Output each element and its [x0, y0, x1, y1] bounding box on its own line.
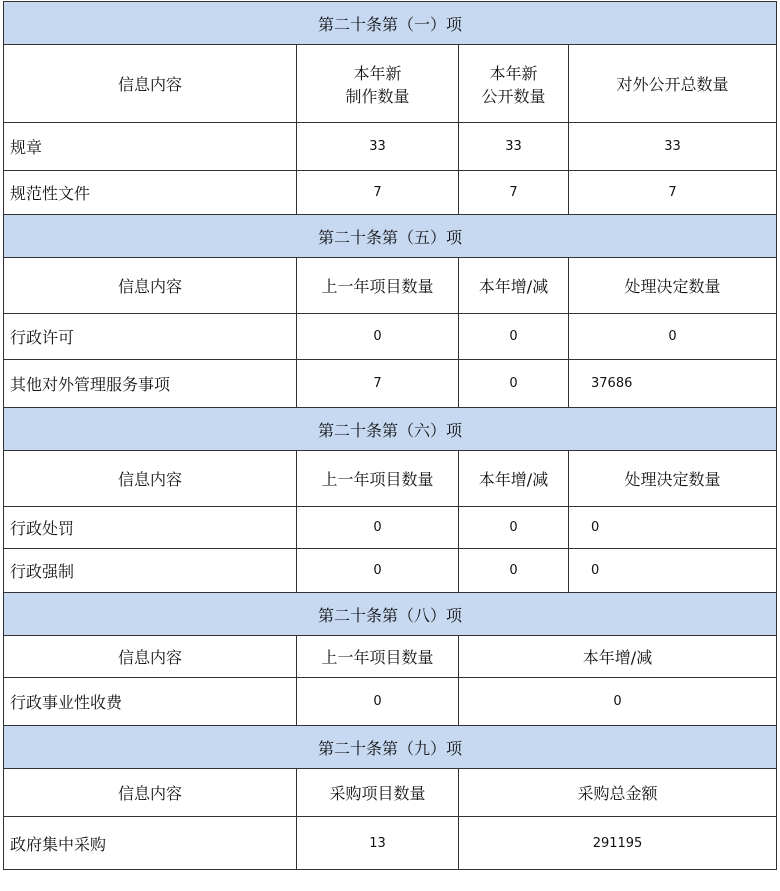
cell-value: 33: [569, 123, 777, 171]
cell-value: 7: [297, 360, 459, 408]
cell-value: 0: [297, 678, 459, 726]
column-header: 信息内容: [4, 769, 297, 817]
section-header-row: [4, 2, 777, 45]
column-header: 上一年项目数量: [297, 258, 459, 314]
row-label: 行政许可: [4, 314, 297, 360]
row-label: 规范性文件: [4, 171, 297, 215]
cell-value: 7: [459, 171, 569, 215]
column-header: 采购总金额: [459, 769, 777, 817]
column-header: 处理决定数量: [569, 451, 777, 507]
column-header-row: [4, 258, 777, 314]
cell-value: 0: [459, 360, 569, 408]
section-title: 第二十条第（五）项: [4, 215, 777, 258]
row-label: 规章: [4, 123, 297, 171]
cell-value: 0: [297, 507, 459, 549]
column-header: 信息内容: [4, 45, 297, 123]
column-header-row: [4, 45, 777, 123]
cell-value: 0: [569, 507, 777, 549]
section-title: 第二十条第（八）项: [4, 593, 777, 636]
cell-value: 7: [569, 171, 777, 215]
cell-value: 7: [297, 171, 459, 215]
column-header-row: [4, 451, 777, 507]
cell-value: 33: [459, 123, 569, 171]
section-title: 第二十条第（九）项: [4, 726, 777, 769]
row-label: 行政事业性收费: [4, 678, 297, 726]
cell-value: 0: [569, 549, 777, 593]
table-row: [4, 549, 777, 593]
disclosure-table-frame: [3, 1, 776, 888]
column-header: 信息内容: [4, 636, 297, 678]
cell-value: 37686: [569, 360, 777, 408]
table-row: [4, 123, 777, 171]
column-header-row: [4, 636, 777, 678]
table-row: [4, 817, 777, 870]
cell-value: 0: [459, 507, 569, 549]
table-row: [4, 360, 777, 408]
section-header-row: [4, 408, 777, 451]
table-row: [4, 171, 777, 215]
column-header: 本年新 制作数量: [297, 45, 459, 123]
section-header-row: [4, 215, 777, 258]
column-header: 本年增/减: [459, 258, 569, 314]
cell-value: 0: [459, 678, 777, 726]
cell-value: 33: [297, 123, 459, 171]
section-header-row: [4, 726, 777, 769]
column-header: 本年增/减: [459, 636, 777, 678]
cell-value: 291195: [459, 817, 777, 870]
column-header: 本年新 公开数量: [459, 45, 569, 123]
cell-value: 0: [297, 314, 459, 360]
row-label: 政府集中采购: [4, 817, 297, 870]
cell-value: 0: [297, 549, 459, 593]
row-label: 行政处罚: [4, 507, 297, 549]
cell-value: 13: [297, 817, 459, 870]
column-header: 本年增/减: [459, 451, 569, 507]
row-label: 行政强制: [4, 549, 297, 593]
column-header: 上一年项目数量: [297, 636, 459, 678]
cell-value: 0: [569, 314, 777, 360]
column-header: 信息内容: [4, 451, 297, 507]
table-row: [4, 678, 777, 726]
row-label: 其他对外管理服务事项: [4, 360, 297, 408]
disclosure-table: [3, 1, 777, 870]
table-row: [4, 314, 777, 360]
table-row: [4, 507, 777, 549]
section-title: 第二十条第（六）项: [4, 408, 777, 451]
column-header: 处理决定数量: [569, 258, 777, 314]
column-header-row: [4, 769, 777, 817]
column-header: 上一年项目数量: [297, 451, 459, 507]
cell-value: 0: [459, 549, 569, 593]
section-title: 第二十条第（一）项: [4, 2, 777, 45]
column-header: 采购项目数量: [297, 769, 459, 817]
column-header: 对外公开总数量: [569, 45, 777, 123]
cell-value: 0: [459, 314, 569, 360]
section-header-row: [4, 593, 777, 636]
column-header: 信息内容: [4, 258, 297, 314]
